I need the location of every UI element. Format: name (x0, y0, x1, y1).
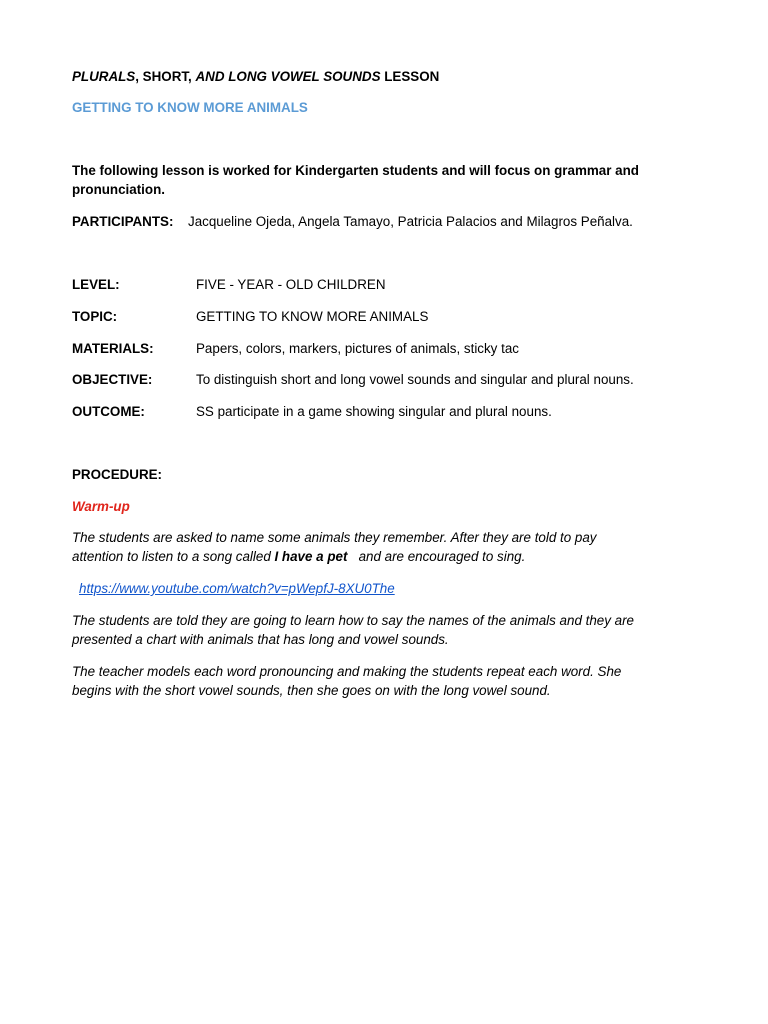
paragraph-2-line-1: The students are told they are going to learn how to say the names of the animals and they are (72, 613, 635, 628)
paragraph-2-line-2: presented a chart with animals that has long and vowel sounds. (72, 632, 449, 647)
detail-row-objective (72, 370, 712, 390)
document-title (72, 67, 439, 87)
paragraph-1-text-end: and are encouraged to sing. (347, 549, 526, 564)
participants-label: PARTICIPANTS: (72, 214, 174, 229)
participants-row (72, 212, 712, 232)
title-part-plurals: PLURALS (72, 69, 136, 84)
document-subtitle: GETTING TO KNOW MORE ANIMALS (72, 100, 308, 115)
title-part-long-vowel: AND LONG VOWEL SOUNDS (195, 69, 381, 84)
detail-label: TOPIC: (72, 309, 118, 324)
paragraph-3-line-1: The teacher models each word pronouncing and making the students repeat each word. She (72, 664, 622, 679)
procedure-heading: PROCEDURE: (72, 467, 163, 482)
title-part-short: , SHORT, (135, 69, 196, 84)
intro-line-2: pronunciation. (72, 182, 165, 197)
paragraph-3-line-2: begins with the short vowel sounds, then she goes on with the long vowel sound. (72, 683, 551, 698)
paragraph-1-text: attention to listen to a song called (72, 549, 275, 564)
detail-row-level (72, 275, 712, 295)
intro-line-1: The following lesson is worked for Kindergarten students and will focus on grammar and (72, 163, 639, 178)
detail-value: FIVE - YEAR - OLD CHILDREN (196, 277, 386, 292)
detail-row-materials (72, 339, 712, 359)
detail-value: Papers, colors, markers, pictures of animals, sticky tac (196, 341, 519, 356)
detail-label: OBJECTIVE: (72, 372, 153, 387)
song-title: I have a pet (274, 549, 348, 564)
detail-label: MATERIALS: (72, 341, 154, 356)
youtube-link[interactable] (79, 579, 395, 599)
detail-label: LEVEL: (72, 277, 120, 292)
participants-value: Jacqueline Ojeda, Angela Tamayo, Patricia Palacios and Milagros Peñalva. (188, 214, 633, 229)
detail-row-outcome (72, 402, 712, 422)
paragraph-1-line-2 (72, 547, 525, 567)
detail-value: To distinguish short and long vowel sounds and singular and plural nouns. (196, 372, 634, 387)
detail-label: OUTCOME: (72, 404, 145, 419)
title-part-lesson: LESSON (380, 69, 440, 84)
detail-value: SS participate in a game showing singular and plural nouns. (196, 404, 552, 419)
detail-row-topic (72, 307, 712, 327)
warmup-heading: Warm-up (72, 499, 130, 514)
paragraph-1-line-1: The students are asked to name some animals they remember. After they are told to pay (72, 530, 597, 545)
youtube-link-text[interactable]: https://www.youtube.com/watch?v=pWepfJ-8XU0The (79, 581, 395, 596)
detail-value: GETTING TO KNOW MORE ANIMALS (196, 309, 429, 324)
